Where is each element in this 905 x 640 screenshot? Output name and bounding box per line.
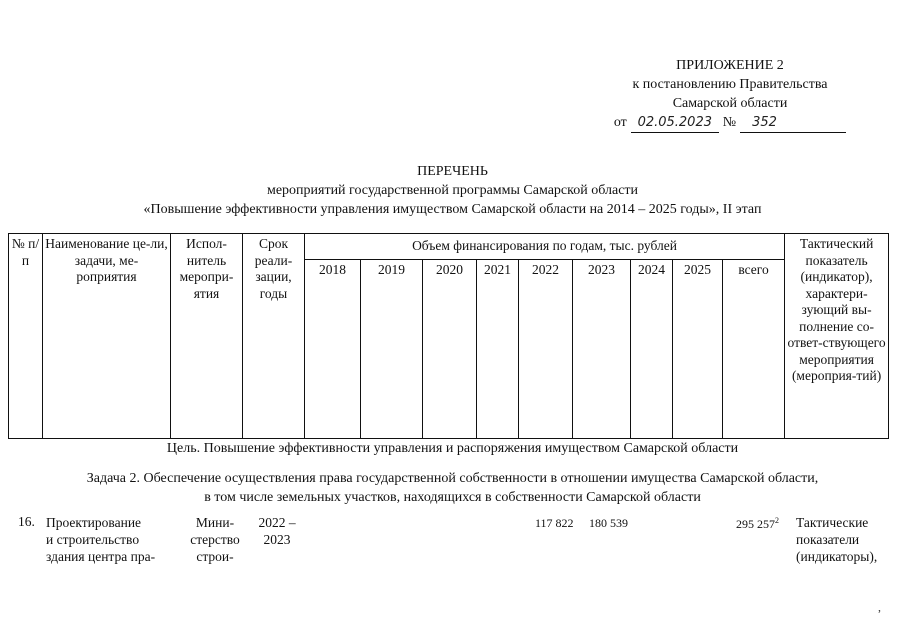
col-funding-header: Объем финансирования по годам, тыс. рублей bbox=[305, 234, 785, 260]
row-executor bbox=[185, 514, 245, 565]
doc-title-line1: мероприятий государственной программы Самарской области bbox=[266, 183, 639, 198]
row-indicator bbox=[796, 514, 896, 565]
value-2022: 117 822 bbox=[535, 516, 574, 530]
col-name-header: Наименование це-ли, задачи, ме-роприятия bbox=[43, 234, 171, 439]
handwritten-number: 352 bbox=[740, 113, 846, 133]
row-term-line: 2023 bbox=[263, 532, 291, 547]
doc-title-line2: «Повышение эффективности управления имуществом Самарской области на 2014 – 2025 годы», II этап bbox=[143, 202, 762, 217]
col-executor-header: Испол-нитель меропри-ятия bbox=[171, 234, 243, 439]
row-executor-line: строи- bbox=[196, 549, 234, 564]
row-name-line: здания центра пра- bbox=[46, 549, 156, 564]
row-executor-line: Мини- bbox=[195, 515, 235, 530]
col-indicator-header: Тактический показатель (индикатор), характери-зующий вы-полнение со-ответ-ствующего мероприятия (мероприя-тий) bbox=[785, 234, 889, 439]
year-header: 2020 bbox=[423, 260, 477, 439]
year-header: 2022 bbox=[519, 260, 573, 439]
row-indicator-line: показатели bbox=[796, 532, 860, 547]
appendix-line2: Самарской области bbox=[672, 96, 788, 111]
task-line1: Задача 2. Обеспечение осуществления права государственной собственности в отношении имущества Самарской области, bbox=[86, 471, 819, 486]
appendix-date-line bbox=[600, 113, 860, 133]
total-header: всего bbox=[723, 260, 785, 439]
footnote-mark: 2 bbox=[775, 516, 779, 525]
row-name bbox=[46, 514, 164, 565]
row-name-line: и строительство bbox=[46, 532, 140, 547]
col-term-header: Срок реали-зации, годы bbox=[243, 234, 305, 439]
value-total bbox=[736, 516, 779, 532]
appendix-line1: к постановлению Правительства bbox=[632, 77, 828, 92]
row-number: 16. bbox=[18, 514, 35, 529]
year-header: 2018 bbox=[305, 260, 361, 439]
year-header: 2019 bbox=[361, 260, 423, 439]
appendix-block bbox=[600, 56, 860, 133]
handwritten-date: 02.05.2023 bbox=[631, 113, 719, 133]
value-total-number: 295 257 bbox=[736, 517, 775, 531]
row-name-line: Проектирование bbox=[46, 515, 142, 530]
scan-speck: , bbox=[878, 600, 881, 614]
task-line2: в том числе земельных участков, находящихся в собственности Самарской области bbox=[204, 490, 701, 505]
year-header: 2023 bbox=[573, 260, 631, 439]
row-executor-line: стерство bbox=[190, 532, 240, 547]
year-header: 2021 bbox=[477, 260, 519, 439]
row-indicator-line: Тактические bbox=[796, 515, 869, 530]
col-number-header: № п/п bbox=[9, 234, 43, 439]
value-2023: 180 539 bbox=[589, 516, 628, 530]
funding-table-header bbox=[8, 233, 889, 439]
doc-heading: ПЕРЕЧЕНЬ bbox=[417, 164, 488, 179]
appendix-label: ПРИЛОЖЕНИЕ 2 bbox=[676, 58, 784, 73]
year-header: 2024 bbox=[631, 260, 673, 439]
task-text bbox=[0, 469, 905, 507]
row-term bbox=[253, 514, 301, 548]
year-header: 2025 bbox=[673, 260, 723, 439]
row-term-line: 2022 – bbox=[258, 515, 296, 530]
goal-text: Цель. Повышение эффективности управления и распоряжения имуществом Самарской области bbox=[166, 441, 739, 456]
row-indicator-line: (индикаторы), bbox=[796, 549, 878, 564]
number-prefix: № bbox=[722, 115, 737, 130]
date-prefix: от bbox=[613, 115, 627, 130]
